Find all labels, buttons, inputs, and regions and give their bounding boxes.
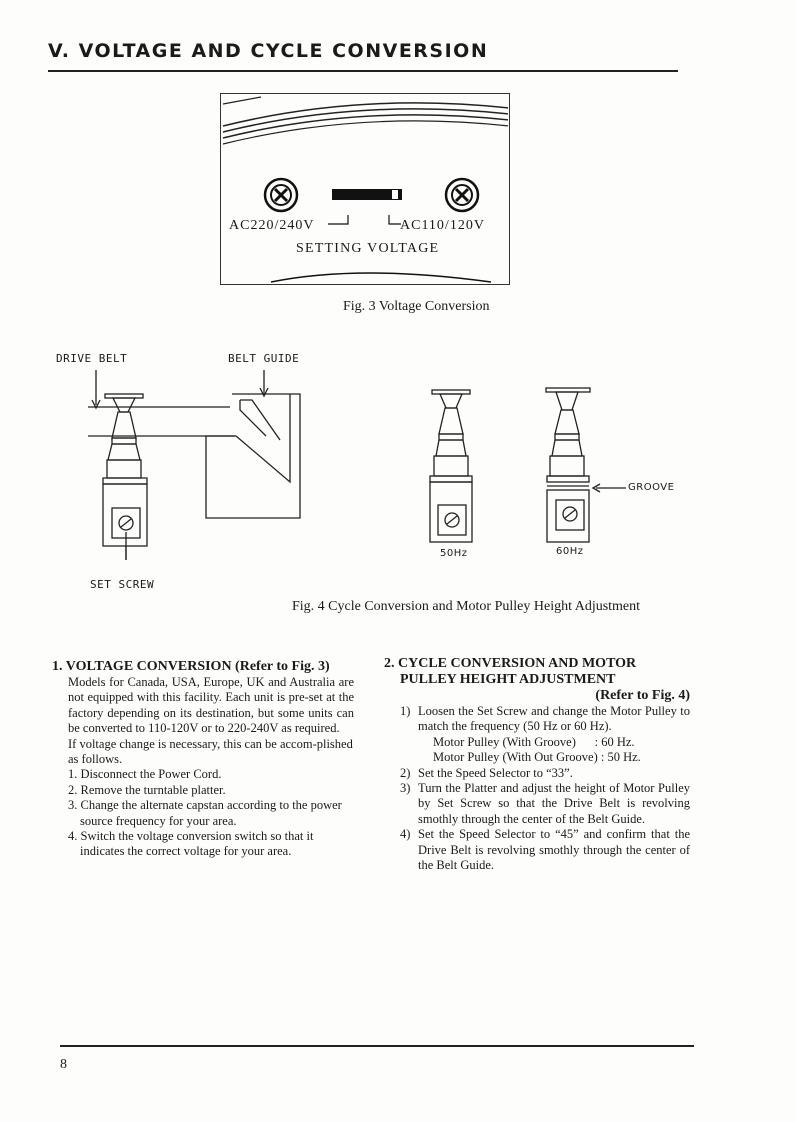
section1-step: 3. Change the alternate capstan according to the power source frequency for your area. — [68, 798, 342, 828]
section1-paragraph: Models for Canada, USA, Europe, UK and Australia are not equipped with this facility. Each unit is pre-set at the factory depending on its destination, but some units can be converted to 110-120V or to 220-240V as required. — [68, 675, 354, 736]
fig3-setting-label: SETTING VOLTAGE — [296, 241, 440, 256]
section2-step — [384, 766, 690, 781]
step-text: Set the Speed Selector to “33”. — [418, 765, 573, 780]
pulley-nogroove-note: Motor Pulley (With Out Groove) : 50 Hz. — [433, 750, 641, 765]
step-text: Loosen the Set Screw and change the Motor Pulley to match the frequency (50 Hz or 60 Hz). — [418, 704, 690, 734]
pulley-groove-note: Motor Pulley (With Groove) : 60 Hz. — [433, 734, 635, 749]
section2-refer: (Refer to Fig. 4) — [595, 688, 690, 703]
step-text: Set the Speed Selector to “45” and confirm that the Drive Belt is revolving smothly through the center of the Belt Guide. — [418, 827, 690, 873]
belt-guide-label: BELT GUIDE — [228, 352, 300, 365]
section1-heading: 1. VOLTAGE CONVERSION (Refer to Fig. 3) — [52, 659, 330, 674]
section2-heading: 2. CYCLE CONVERSION AND MOTOR — [384, 656, 637, 671]
fig4-caption: Fig. 4 Cycle Conversion and Motor Pulley Height Adjustment — [292, 599, 641, 614]
left-motor-assembly — [88, 370, 300, 560]
pulley-50hz — [430, 390, 472, 542]
section2-step — [384, 781, 690, 827]
hz50-label: 50Hz — [440, 548, 468, 559]
fig3-left-label: AC220/240V — [229, 218, 315, 233]
step-number: 4) — [400, 827, 411, 842]
section1-step: 2. Remove the turntable platter. — [68, 782, 226, 797]
step-number: 2) — [400, 765, 411, 780]
section1-step: 4. Switch the voltage conversion switch so that it indicates the correct voltage for your area. — [68, 829, 314, 859]
groove-label: GROOVE — [628, 482, 675, 493]
page-title: V. VOLTAGE AND CYCLE CONVERSION — [48, 40, 489, 62]
set-screw-label: SET SCREW — [90, 578, 155, 591]
footer-rule — [60, 1045, 694, 1047]
drive-belt-label: DRIVE BELT — [56, 352, 128, 365]
section2-step — [384, 827, 690, 873]
pulley-60hz — [546, 388, 626, 542]
fig3-caption: Fig. 3 Voltage Conversion — [343, 299, 490, 314]
step-text: Turn the Platter and adjust the height of Motor Pulley by Set Screw so that the Drive Belt is revolving smothly through the center of the Belt Guide. — [418, 781, 690, 826]
page-number: 8 — [60, 1057, 67, 1072]
section1-step: 1. Disconnect the Power Cord. — [68, 767, 222, 782]
fig3-right-label: AC110/120V — [400, 218, 485, 233]
hz60-label: 60Hz — [556, 546, 584, 557]
section-cycle-conversion — [384, 656, 690, 873]
step-number: 1) — [400, 704, 411, 718]
section1-paragraph: If voltage change is necessary, this can be accom-plished as follows. — [68, 736, 353, 767]
step-number: 3) — [400, 781, 411, 796]
section2-step — [384, 704, 690, 735]
section2-heading: PULLEY HEIGHT ADJUSTMENT — [400, 672, 616, 687]
section-voltage-conversion — [52, 659, 354, 860]
